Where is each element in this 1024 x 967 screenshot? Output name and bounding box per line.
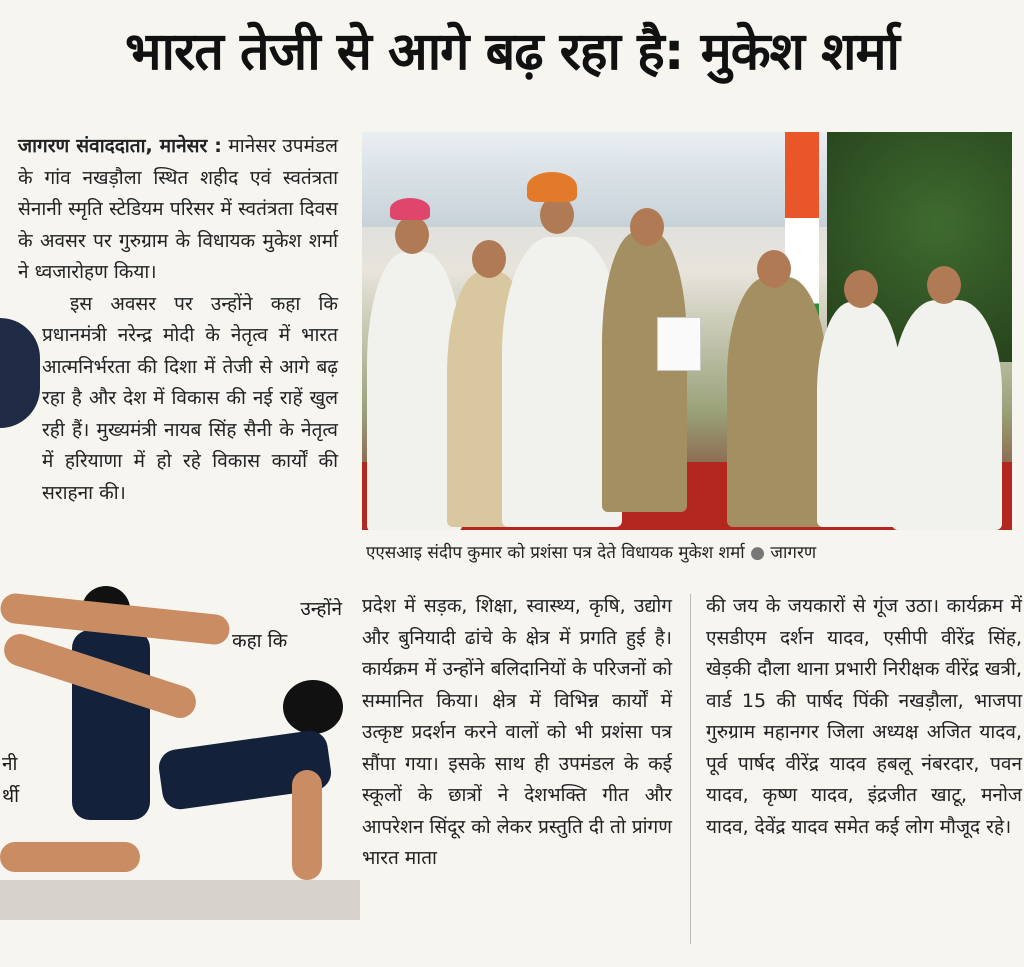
person-3-turban	[527, 172, 577, 202]
yoga-photo	[0, 580, 360, 940]
caption-text: एएसआइ संदीप कुमार को प्रशंसा पत्र देते विधायक मुकेश शर्मा	[366, 543, 745, 563]
para-1	[18, 131, 338, 289]
left-column	[18, 131, 338, 509]
mat	[0, 880, 360, 920]
left-tail-2: कहा कि	[232, 630, 288, 652]
person-2-head	[472, 240, 506, 278]
edge-fragment-2: र्थी	[2, 785, 20, 807]
left-tail-1: उन्होंने	[300, 598, 342, 620]
person-4-head	[630, 208, 664, 246]
middle-column: प्रदेश में सड़क, शिक्षा, स्वास्थ्य, कृषि, उद्योग और बुनियादी ढांचे के क्षेत्र में प्रगति हुई है। कार्यक्रम में उन्होंने बलिदानियों के परिजनों को सम्मानित किया। क्षेत्र में विभिन्न कार्यों में उत्कृष्ट प्रदर्शन करने वालों को भी प्रशंसा पत्र सौंपा गया। इसके साथ ही उपमंडल के कई स्कूलों के छात्रों ने देशभक्ति गीत और आपरेशन सिंदूर को लेकर प्रस्तुति दी तो प्रांगण भारत माता	[362, 595, 672, 869]
person-5-head	[757, 250, 791, 288]
girl-1-shin	[0, 842, 140, 872]
person-4	[602, 232, 687, 512]
person-6-head	[844, 270, 878, 308]
bullet-icon: ●	[750, 543, 765, 563]
para-2: इस अवसर पर उन्होंने कहा कि प्रधानमंत्री नरेन्द्र मोदी के नेतृत्व में भारत आत्मनिर्भरता की दिशा में तेजी से आगे बढ़ रहा है और देश में विकास की नई राहें खुल रही हैं। मुख्यमंत्री नायब सिंह सैनी के नेतृत्व में हरियाणा में हो रहे विकास कार्यों की सराहना की।	[42, 292, 338, 504]
article-photo	[362, 132, 1012, 530]
person-1-head	[395, 216, 429, 254]
column-rule	[690, 594, 691, 944]
certificate	[657, 317, 701, 371]
caption-credit: जागरण	[770, 543, 817, 563]
right-column: की जय के जयकारों से गूंज उठा। कार्यक्रम में एसडीएम दर्शन यादव, एसीपी वीरेंद्र सिंह, खेड़की दौला थाना प्रभारी निरीक्षक वीरेंद्र खत्री, वार्ड 15 की पार्षद पिंकी नखड़ौला, भाजपा गुरुग्राम महानगर जिला अध्यक्ष अजित यादव, पूर्व पार्षद वीरेंद्र यादव हबलू नंबरदार, पवन यादव, कृष्ण यादव, इंद्रजीत खाटू, मनोज यादव, देवेंद्र यादव समेत कई लोग मौजूद रहे।	[706, 595, 1022, 838]
photo-caption	[366, 540, 1022, 563]
person-7-head	[927, 266, 961, 304]
girl-2-arm	[292, 770, 322, 880]
girl-2-head	[283, 680, 343, 734]
person-5	[727, 277, 827, 527]
edge-fragment-1: नी	[2, 753, 18, 775]
para-1-text: मानेसर उपमंडल के गांव नखड़ौला स्थित शहीद एवं स्वतंत्रता सेनानी स्मृति स्टेडियम परिसर में स्वतंत्रता दिवस के अवसर पर गुरुग्राम के विधायक मुकेश शर्मा ने ध्वजारोहण किया।	[18, 135, 338, 283]
byline: जागरण संवाददाता, मानेसर :	[18, 135, 222, 157]
person-7	[892, 300, 1002, 530]
headline: भारत तेजी से आगे बढ़ रहा है: मुकेश शर्मा	[124, 22, 900, 82]
person-6	[817, 302, 902, 527]
person-1-turban	[390, 198, 430, 220]
